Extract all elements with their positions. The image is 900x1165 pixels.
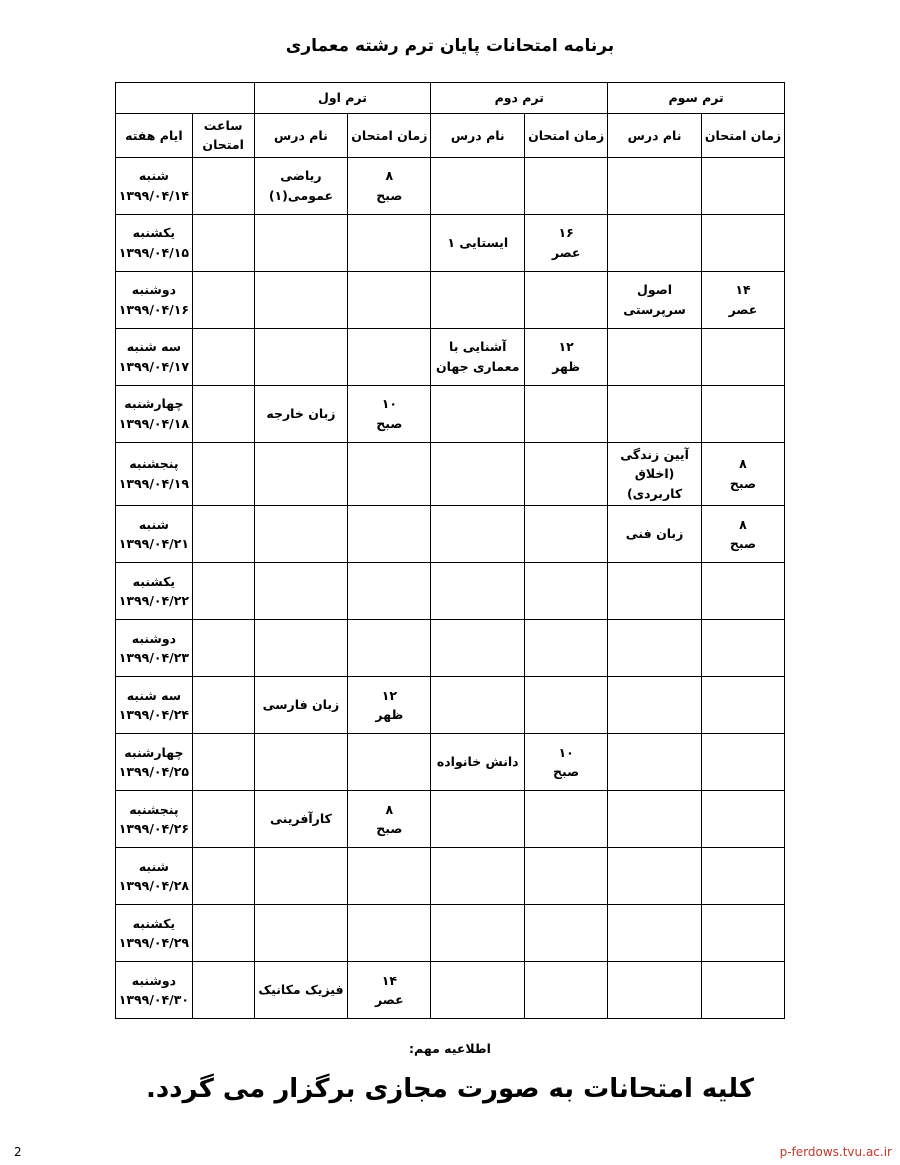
weekday-name: یکشنبه <box>132 915 176 931</box>
exam-time-term2 <box>525 847 608 904</box>
footer-website-url: p-ferdows.tvu.ac.ir <box>779 1145 892 1159</box>
course-name-term3 <box>608 157 702 214</box>
weekday-name: سه شنبه <box>126 687 182 703</box>
exam-time-term1-period: صبح <box>376 415 403 431</box>
course-name-term1: فیزیک مکانیک <box>254 961 348 1018</box>
weekday-cell <box>116 328 193 385</box>
weekday-cell <box>116 442 193 505</box>
exam-date: ۱۳۹۹/۰۴/۲۴ <box>118 706 189 722</box>
exam-hour-cell <box>192 562 254 619</box>
exam-time-term2 <box>525 904 608 961</box>
exam-hour-cell <box>192 385 254 442</box>
course-name-term1: کارآفرینی <box>254 790 348 847</box>
exam-time-term3 <box>701 442 784 505</box>
weekday-cell <box>116 619 193 676</box>
course-name-term1 <box>254 328 348 385</box>
exam-hour-cell <box>192 676 254 733</box>
exam-time-term2 <box>525 676 608 733</box>
exam-time-term2 <box>525 562 608 619</box>
exam-time-term3 <box>701 505 784 562</box>
exam-time-term2 <box>525 733 608 790</box>
exam-date: ۱۳۹۹/۰۴/۳۰ <box>118 991 189 1007</box>
exam-time-term2 <box>525 505 608 562</box>
exam-hour-cell <box>192 790 254 847</box>
exam-time-term3 <box>701 790 784 847</box>
exam-date: ۱۳۹۹/۰۴/۱۵ <box>118 244 189 260</box>
weekday-name: یکشنبه <box>132 225 176 241</box>
weekday-name: چهارشنبه <box>124 744 184 760</box>
table-row <box>116 904 785 961</box>
course-name-term1 <box>254 214 348 271</box>
course-name-term1 <box>254 847 348 904</box>
weekday-cell <box>116 904 193 961</box>
exam-time-term3-period: صبح <box>729 535 757 551</box>
exam-time-term3-period: عصر <box>728 301 758 317</box>
exam-date: ۱۳۹۹/۰۴/۲۵ <box>118 763 189 779</box>
course-name-term2: ایستایی ۱ <box>431 214 525 271</box>
course-name-term2: آشنایی با معماری جهان <box>431 328 525 385</box>
term-header-second: ترم دوم <box>431 83 608 114</box>
exam-date: ۱۳۹۹/۰۴/۱۴ <box>118 187 189 203</box>
exam-time-term3 <box>701 157 784 214</box>
exam-date: ۱۳۹۹/۰۴/۱۹ <box>118 475 189 491</box>
exam-time-term1 <box>348 505 431 562</box>
exam-time-term2-period: صبح <box>553 763 580 779</box>
exam-time-term3 <box>701 619 784 676</box>
exam-time-term1-number: ۸ <box>385 168 394 184</box>
exam-time-term3-number: ۸ <box>739 516 747 532</box>
exam-time-term2 <box>525 961 608 1018</box>
weekday-name: شنبه <box>138 516 169 532</box>
weekday-cell <box>116 505 193 562</box>
exam-time-term1 <box>348 328 431 385</box>
exam-time-term3-number: ۱۴ <box>735 282 751 298</box>
exam-hour-cell <box>192 733 254 790</box>
weekday-name: چهارشنبه <box>124 396 184 412</box>
term-header-first: ترم اول <box>254 83 431 114</box>
exam-date: ۱۳۹۹/۰۴/۱۶ <box>118 301 189 317</box>
column-header-row <box>116 114 785 158</box>
exam-time-term1 <box>348 271 431 328</box>
course-name-term2 <box>431 619 525 676</box>
term-header-third: ترم سوم <box>608 83 785 114</box>
exam-schedule-table <box>115 82 785 1019</box>
schedule-table-container <box>115 82 785 1019</box>
exam-time-term3 <box>701 385 784 442</box>
course-name-term3 <box>608 328 702 385</box>
exam-time-term2-period: عصر <box>551 244 581 260</box>
weekday-cell <box>116 214 193 271</box>
header-exam-time-term2: زمان امتحان <box>525 114 608 158</box>
course-name-term1 <box>254 562 348 619</box>
exam-time-term3 <box>701 328 784 385</box>
weekday-cell <box>116 790 193 847</box>
exam-time-term3 <box>701 904 784 961</box>
weekday-cell <box>116 271 193 328</box>
exam-time-term1 <box>348 676 431 733</box>
table-row <box>116 505 785 562</box>
exam-time-term1-period: ظهر <box>375 706 404 722</box>
footer-page-number: 2 <box>14 1145 22 1159</box>
exam-time-term3 <box>701 847 784 904</box>
exam-hour-cell <box>192 442 254 505</box>
course-name-term3 <box>608 847 702 904</box>
table-row <box>116 961 785 1018</box>
weekday-name: دوشنبه <box>131 972 177 988</box>
exam-hour-cell <box>192 961 254 1018</box>
exam-time-term2 <box>525 385 608 442</box>
exam-time-term2-number: ۱۶ <box>558 225 574 241</box>
exam-time-term3 <box>701 562 784 619</box>
exam-date: ۱۳۹۹/۰۴/۲۶ <box>118 820 189 836</box>
weekday-cell <box>116 157 193 214</box>
course-name-term1 <box>254 733 348 790</box>
table-row <box>116 271 785 328</box>
course-name-term1 <box>254 619 348 676</box>
table-row <box>116 619 785 676</box>
exam-time-term1 <box>348 619 431 676</box>
exam-time-term1 <box>348 385 431 442</box>
course-name-term2 <box>431 847 525 904</box>
exam-time-term1 <box>348 733 431 790</box>
exam-time-term2 <box>525 442 608 505</box>
course-name-term3: زبان فنی <box>608 505 702 562</box>
exam-time-term3-number: ۸ <box>739 456 747 472</box>
course-name-term3 <box>608 385 702 442</box>
weekday-name: سه شنبه <box>126 339 182 355</box>
exam-time-term2 <box>525 619 608 676</box>
notice-main-text: کلیه امتحانات به صورت مجازی برگزار می گردد. <box>145 1073 755 1104</box>
course-name-term2 <box>431 961 525 1018</box>
weekday-name: پنجشنبه <box>129 456 179 472</box>
exam-date: ۱۳۹۹/۰۴/۲۳ <box>118 649 189 665</box>
exam-time-term3-period: صبح <box>729 475 757 491</box>
exam-time-term1-number: ۸ <box>385 801 394 817</box>
course-name-term2 <box>431 271 525 328</box>
course-name-term1: زبان خارجه <box>254 385 348 442</box>
exam-hour-cell <box>192 847 254 904</box>
exam-time-term1 <box>348 562 431 619</box>
course-name-term2: دانش خانواده <box>431 733 525 790</box>
exam-time-term1-number: ۱۰ <box>381 396 397 412</box>
exam-date: ۱۳۹۹/۰۴/۲۱ <box>118 535 189 551</box>
table-row <box>116 733 785 790</box>
weekday-cell <box>116 733 193 790</box>
course-name-term3 <box>608 214 702 271</box>
course-name-term3 <box>608 676 702 733</box>
exam-time-term1-period: صبح <box>376 187 403 203</box>
weekday-name: یکشنبه <box>132 573 176 589</box>
exam-hour-cell <box>192 157 254 214</box>
exam-time-term1-period: عصر <box>375 991 404 1007</box>
exam-time-term3 <box>701 271 784 328</box>
course-name-term3 <box>608 733 702 790</box>
exam-time-term1 <box>348 790 431 847</box>
table-row <box>116 328 785 385</box>
exam-time-term3 <box>701 676 784 733</box>
course-name-term2 <box>431 790 525 847</box>
exam-time-term2 <box>525 157 608 214</box>
course-name-term2 <box>431 442 525 505</box>
course-name-term3 <box>608 619 702 676</box>
exam-date: ۱۳۹۹/۰۴/۲۹ <box>118 934 189 950</box>
exam-hour-cell <box>192 214 254 271</box>
exam-time-term2 <box>525 790 608 847</box>
weekday-cell <box>116 562 193 619</box>
header-course-term1: نام درس <box>254 114 348 158</box>
exam-time-term2-number: ۱۲ <box>558 339 574 355</box>
exam-time-term1 <box>348 904 431 961</box>
course-name-term2 <box>431 157 525 214</box>
course-name-term1 <box>254 442 348 505</box>
term-header-empty <box>116 83 255 114</box>
weekday-name: دوشنبه <box>131 630 177 646</box>
exam-date: ۱۳۹۹/۰۴/۱۷ <box>118 358 189 374</box>
table-row <box>116 385 785 442</box>
course-name-term3 <box>608 961 702 1018</box>
exam-date: ۱۳۹۹/۰۴/۲۸ <box>118 877 189 893</box>
course-name-term3 <box>608 790 702 847</box>
course-name-term3: اصول سرپرستی <box>608 271 702 328</box>
exam-hour-cell <box>192 505 254 562</box>
course-name-term2 <box>431 904 525 961</box>
course-name-term1 <box>254 505 348 562</box>
weekday-name: دوشنبه <box>131 282 177 298</box>
table-row <box>116 157 785 214</box>
weekday-cell <box>116 676 193 733</box>
table-row <box>116 790 785 847</box>
exam-time-term2 <box>525 271 608 328</box>
table-row <box>116 562 785 619</box>
header-exam-time-term1: زمان امتحان <box>348 114 431 158</box>
exam-hour-cell <box>192 904 254 961</box>
weekday-name: شنبه <box>138 858 169 874</box>
header-exam-hour: ساعت امتحان <box>192 114 254 158</box>
exam-time-term1 <box>348 157 431 214</box>
exam-time-term2-number: ۱۰ <box>558 744 574 760</box>
exam-date: ۱۳۹۹/۰۴/۱۸ <box>118 415 189 431</box>
header-exam-time-term3: زمان امتحان <box>701 114 784 158</box>
course-name-term1: ریاضی عمومی(۱) <box>254 157 348 214</box>
weekday-cell <box>116 847 193 904</box>
table-row <box>116 676 785 733</box>
exam-time-term1 <box>348 214 431 271</box>
exam-time-term1-number: ۱۲ <box>381 687 397 703</box>
course-name-term3 <box>608 904 702 961</box>
exam-time-term1-number: ۱۴ <box>381 972 397 988</box>
exam-time-term2-period: ظهر <box>552 358 581 374</box>
exam-date: ۱۳۹۹/۰۴/۲۲ <box>118 592 189 608</box>
exam-time-term1 <box>348 442 431 505</box>
notice-label: اطلاعیه مهم: <box>409 1040 491 1056</box>
page-title: برنامه امتحانات پایان ترم رشته معماری <box>285 36 615 56</box>
course-name-term2 <box>431 385 525 442</box>
header-course-term2: نام درس <box>431 114 525 158</box>
exam-hour-cell <box>192 619 254 676</box>
exam-time-term2 <box>525 214 608 271</box>
course-name-term3: آیین زندگی (اخلاق کاربردی) <box>608 442 702 505</box>
exam-hour-cell <box>192 328 254 385</box>
course-name-term2 <box>431 562 525 619</box>
course-name-term1 <box>254 904 348 961</box>
exam-time-term1 <box>348 847 431 904</box>
course-name-term3 <box>608 562 702 619</box>
weekday-cell <box>116 961 193 1018</box>
course-name-term2 <box>431 676 525 733</box>
exam-hour-cell <box>192 271 254 328</box>
header-weekday: ایام هفته <box>116 114 193 158</box>
table-row <box>116 847 785 904</box>
header-course-term3: نام درس <box>608 114 702 158</box>
course-name-term1: زبان فارسی <box>254 676 348 733</box>
weekday-name: شنبه <box>138 168 169 184</box>
exam-time-term3 <box>701 733 784 790</box>
table-row <box>116 442 785 505</box>
weekday-cell <box>116 385 193 442</box>
weekday-name: پنجشنبه <box>129 801 179 817</box>
exam-time-term2 <box>525 328 608 385</box>
course-name-term1 <box>254 271 348 328</box>
term-header-row <box>116 83 785 114</box>
exam-time-term3 <box>701 214 784 271</box>
course-name-term2 <box>431 505 525 562</box>
exam-time-term1-period: صبح <box>376 820 403 836</box>
exam-time-term1 <box>348 961 431 1018</box>
exam-time-term3 <box>701 961 784 1018</box>
table-row <box>116 214 785 271</box>
